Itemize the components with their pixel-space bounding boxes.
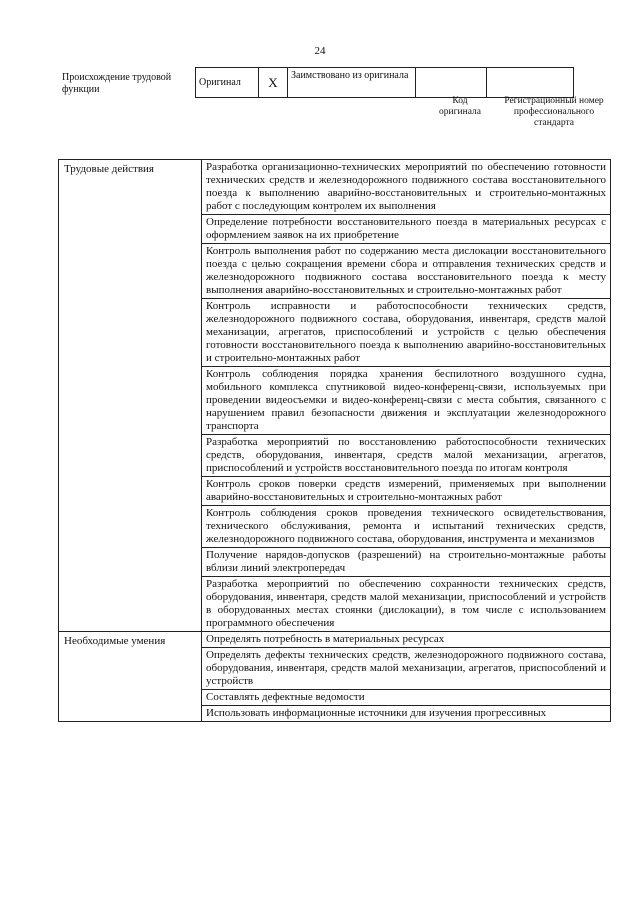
labor-action-row xyxy=(59,160,611,215)
labor-action-item: Контроль выполнения работ по содержанию места дислокации восстановительного поезда с целью сокращения времени сбора и отправления технических средств и железнодорожного подвижного состава восстановительного поезда к месту выполнения аварийно-восстановительных и строительно-монтажных работ xyxy=(202,244,611,299)
original-code-cell xyxy=(416,68,487,98)
code-caption: Код оригинала xyxy=(439,96,481,117)
required-skill-title: Необходимые умения xyxy=(59,632,202,722)
labor-action-item: Определение потребности восстановительного поезда в материальных ресурсах с оформлением заявок на их приобретение xyxy=(202,215,611,244)
original-label: Оригинал xyxy=(196,68,259,98)
registration-number-cell xyxy=(487,68,574,98)
original-mark: X xyxy=(259,68,288,98)
labor-actions-section xyxy=(59,160,611,632)
labor-action-item: Получение нарядов-допусков (разрешений) на строительно-монтажные работы вблизи линий электропередач xyxy=(202,548,611,577)
labor-action-item: Контроль соблюдения сроков проведения технического освидетельствования, технического обслуживания, ремонта и испытаний технических средств, железнодорожного подвижного состава, оборудования, инструмента и механизмов xyxy=(202,506,611,548)
required-skill-item: Использовать информационные источники для изучения прогрессивных xyxy=(202,706,611,722)
required-skill-item: Составлять дефектные ведомости xyxy=(202,690,611,706)
required-skill-row xyxy=(59,632,611,648)
borrowed-label: Заимствовано из оригинала xyxy=(288,68,416,98)
origin-label: Происхождение трудовой функции xyxy=(62,72,172,95)
required-skill-item: Определять дефекты технических средств, железнодорожного подвижного состава, оборудования, инвентаря, средств малой механизации, агрегатов, приспособлений и устройств xyxy=(202,648,611,690)
labor-action-item: Разработка мероприятий по восстановлению работоспособности технических средств, оборудования, инвентаря, средств малой механизации, агрегатов, приспособлений и устройств восстановительного поезда по итогам контроля xyxy=(202,435,611,477)
page-number: 24 xyxy=(314,45,326,57)
labor-action-item: Контроль сроков поверки средств измерений, применяемых при выполнении аварийно-восстановительных и строительно-монтажных работ xyxy=(202,477,611,506)
labor-action-item: Разработка организационно-технических мероприятий по обеспечению готовности технических средств и железнодорожного подвижного состава восстановительного поезда к выполнению аварийно-восстановительных и строительно-монтажных работ с последующим контролем их выполнения xyxy=(202,160,611,215)
required-skill-item: Определять потребность в материальных ресурсах xyxy=(202,632,611,648)
labor-action-title: Трудовые действия xyxy=(59,160,202,632)
functions-table xyxy=(58,159,611,722)
origin-table xyxy=(195,67,574,98)
labor-action-item: Разработка мероприятий по обеспечению сохранности технических средств, оборудования, инвентаря, средств малой механизации, приспособлений и устройств в оборудованных местах стоянки (дислокации), в том числе с использованием программного обеспечения xyxy=(202,577,611,632)
labor-action-item: Контроль исправности и работоспособности технических средств, железнодорожного подвижного состава, оборудования, инвентаря, средств малой механизации, агрегатов, приспособлений и устройств с целью обеспечения готовности восстановительного поезда к выполнению аварийно-восстановительных и строительно-монтажных работ xyxy=(202,299,611,367)
labor-action-item: Контроль соблюдения порядка хранения беспилотного воздушного судна, мобильного комплекса спутниковой видео-конференц-связи, используемых при проведении видеосъемки и видео-конференц-связи с места события, связанного с нарушением правил безопасности движения и эксплуатации железнодорожного транспорта xyxy=(202,367,611,435)
required-skills-section xyxy=(59,632,611,722)
registration-caption: Регистрационный номер профессионального стандарта xyxy=(504,96,604,128)
